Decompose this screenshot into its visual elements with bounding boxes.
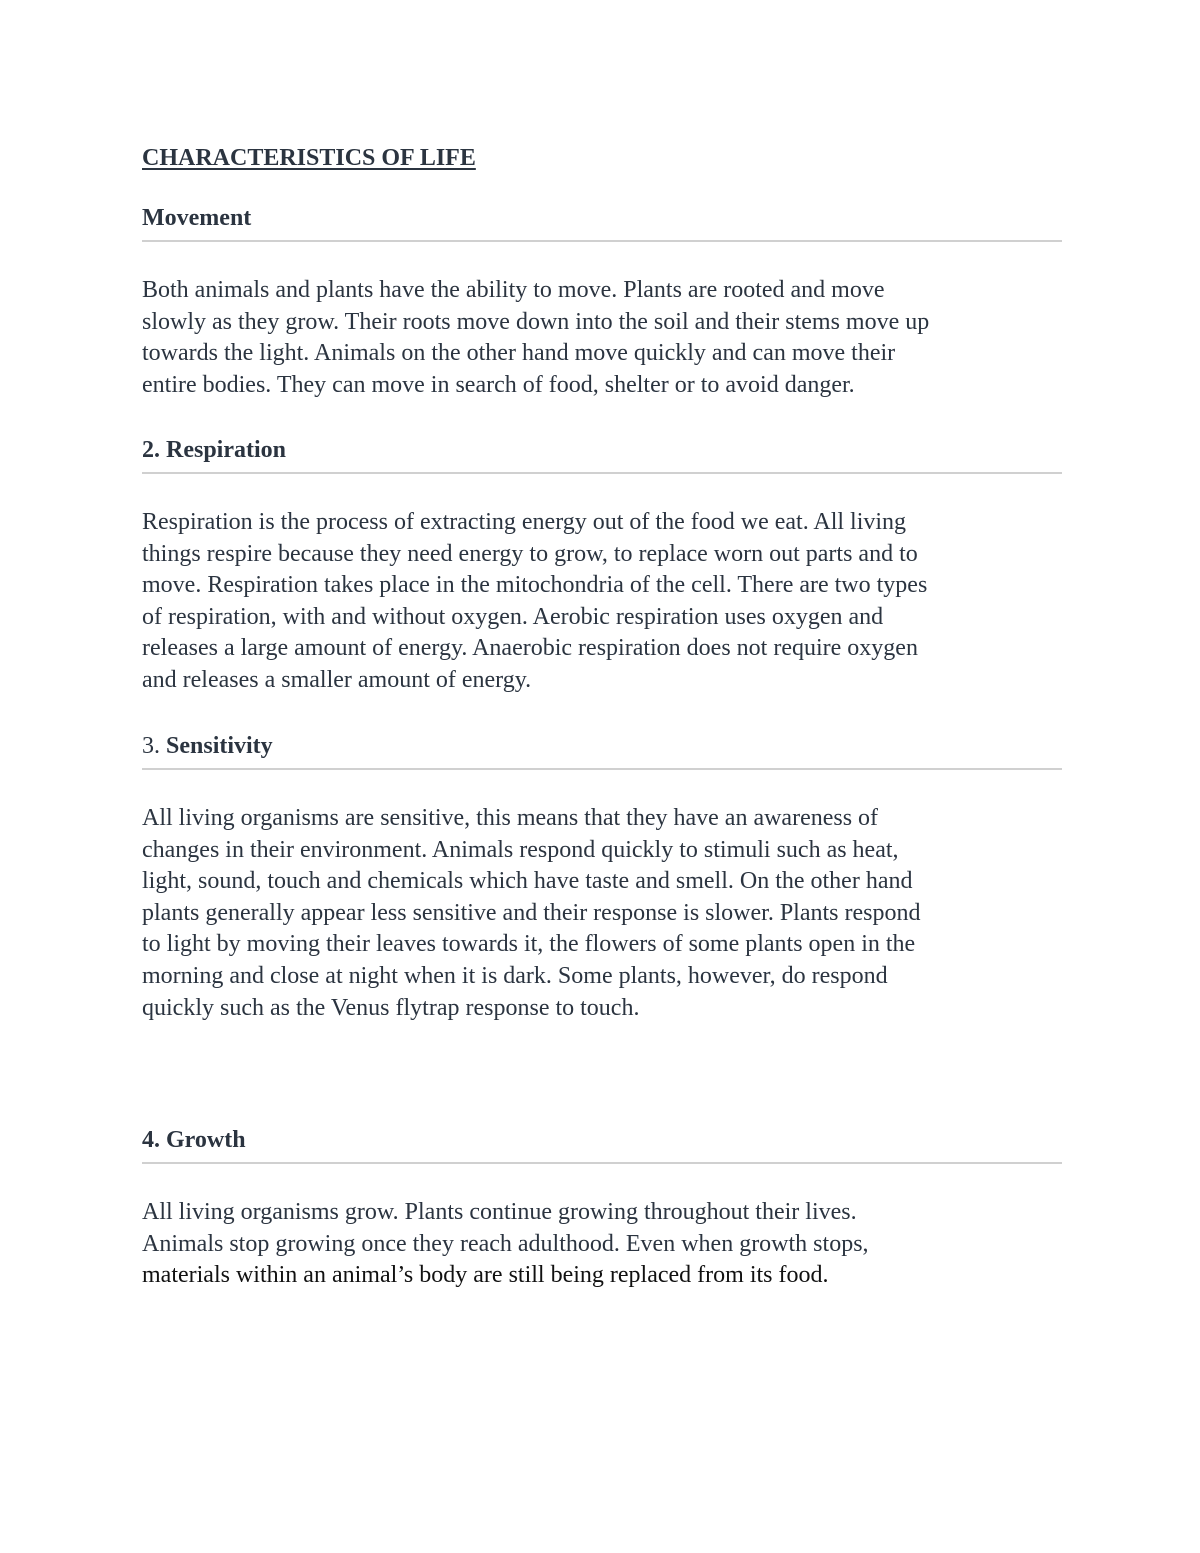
body-line: entire bodies. They can move in search of food, shelter or to avoid danger. [142, 371, 855, 398]
body-line: move. Respiration takes place in the mitochondria of the cell. There are two types [142, 572, 928, 599]
document-page [142, 138, 1062, 1289]
section-heading-text: Movement [142, 205, 252, 231]
section-heading-sensitivity [142, 730, 1062, 770]
body-line: releases a large amount of energy. Anaerobic respiration does not require oxygen [142, 635, 918, 662]
body-line: All living organisms grow. Plants continue growing throughout their lives. [142, 1199, 857, 1225]
body-line: things respire because they need energy to grow, to replace worn out parts and to [142, 540, 918, 567]
section-sensitivity [142, 730, 1062, 1024]
section-number: 2. [142, 437, 160, 463]
body-line: Both animals and plants have the ability to move. Plants are rooted and move [142, 277, 885, 303]
section-respiration [142, 434, 1062, 697]
document-title: CHARACTERISTICS OF LIFE [142, 145, 476, 171]
body-line: slowly as they grow. Their roots move down into the soil and their stems move up [142, 308, 930, 335]
body-line: of respiration, with and without oxygen. Aerobic respiration uses oxygen and [142, 603, 884, 630]
body-line: Animals stop growing once they reach adulthood. Even when growth stops, [142, 1230, 869, 1257]
body-line: Respiration is the process of extracting energy out of the food we eat. All living [142, 509, 907, 535]
section-heading-growth [142, 1124, 1062, 1164]
body-line: quickly such as the Venus flytrap response to touch. [142, 994, 640, 1021]
body-line: to light by moving their leaves towards it, the flowers of some plants open in the [142, 931, 916, 958]
body-line: changes in their environment. Animals respond quickly to stimuli such as heat, [142, 836, 899, 863]
section-movement [142, 202, 1062, 401]
body-line: All living organisms are sensitive, this means that they have an awareness of [142, 805, 879, 831]
section-number: 3. [142, 733, 160, 759]
body-line: morning and close at night when it is dark. Some plants, however, do respond [142, 962, 888, 989]
body-line: plants generally appear less sensitive and their response is slower. Plants respond [142, 899, 921, 926]
body-line: light, sound, touch and chemicals which have taste and smell. On the other hand [142, 868, 913, 895]
section-body-sensitivity [142, 803, 1062, 1024]
section-body-movement [142, 275, 1062, 401]
section-heading-text: Growth [166, 1127, 246, 1153]
section-heading-text: Sensitivity [166, 733, 273, 759]
body-line: and releases a smaller amount of energy. [142, 666, 532, 693]
section-heading-text: Respiration [166, 437, 286, 463]
body-line: materials within an animal’s body are still being replaced from its food. [142, 1262, 829, 1289]
section-heading-movement [142, 202, 1062, 242]
section-body-respiration [142, 507, 1062, 697]
section-heading-respiration [142, 434, 1062, 474]
section-body-growth [142, 1197, 1062, 1292]
section-number: 4. [142, 1127, 160, 1153]
body-line: towards the light. Animals on the other hand move quickly and can move their [142, 340, 896, 367]
section-growth [142, 1124, 1062, 1292]
